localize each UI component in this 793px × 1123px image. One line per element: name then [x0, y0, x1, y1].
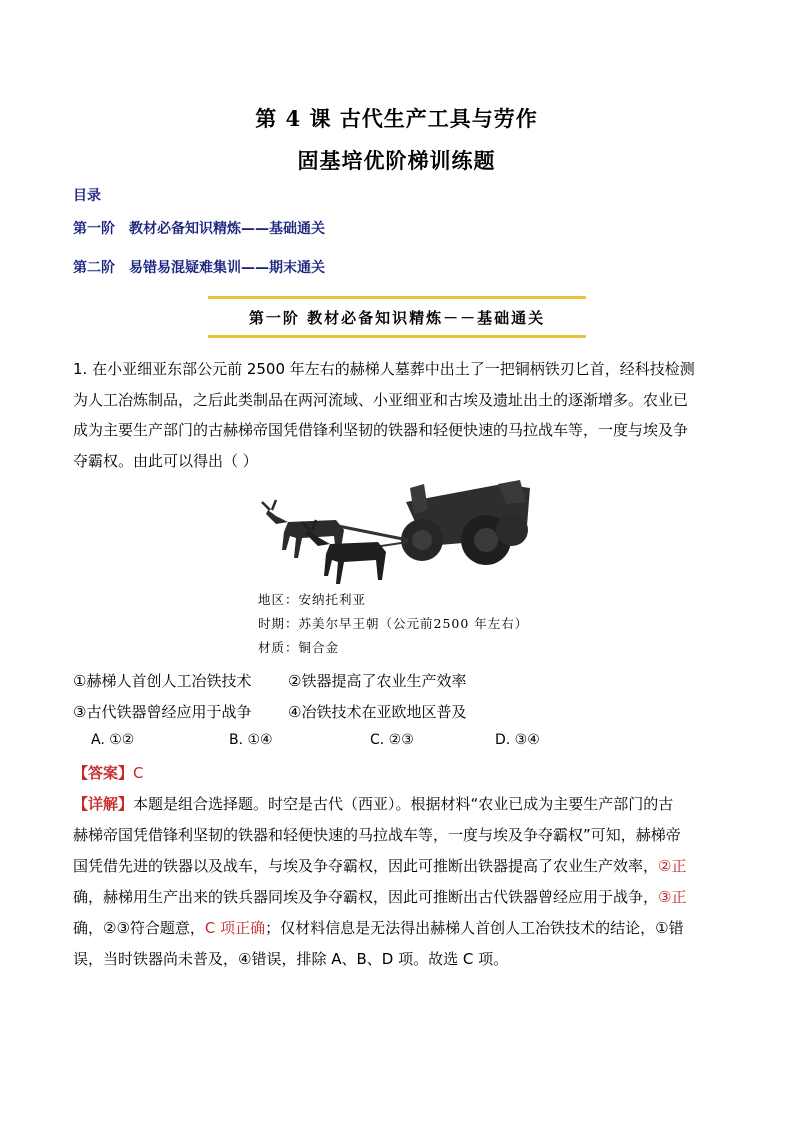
question-line: 1. 在小亚细亚东部公元前 2500 年左右的赫梯人墓葬中出土了一把铜柄铁刃匕首，经科技检测: [73, 360, 695, 378]
explanation-text: ；仅材料信息是无法得出赫梯人首创人工冶铁技术的结论，①错: [265, 919, 684, 937]
explanation-label: 【详解】: [73, 795, 134, 813]
question-stem: [73, 354, 723, 476]
explanation-text: 确，赫梯用生产出来的铁兵器同埃及争夺霸权，因此可推断出古代铁器曾经应用于战争，: [73, 888, 659, 906]
explanation-text: 确，②③符合题意，: [73, 919, 205, 937]
explanation-highlight: C 项正确: [204, 919, 266, 937]
explanation: [73, 789, 723, 975]
explanation-highlight: ②正: [658, 857, 687, 875]
explanation-text: 误，当时铁器尚未普及，④错误，排除 A、B、D 项。故选 C 项。: [73, 950, 509, 968]
toc-item-level: 第二阶: [73, 260, 115, 276]
figure-caption-period: 时期：苏美尔早王朝（公元前2500 年左右）: [258, 616, 529, 631]
answer-label: 【答案】: [73, 764, 134, 782]
statement-item: ②铁器提高了农业生产效率: [288, 672, 467, 690]
section-banner: 第一阶 教材必备知识精炼－－基础通关: [208, 296, 586, 338]
question-line: 为人工冶炼制品，之后此类制品在两河流域、小亚细亚和古埃及遗址出土的逐渐增多。农业已: [73, 390, 689, 409]
question-line: 成为主要生产部门的古赫梯帝国凭借锋利坚韧的铁器和轻便快速的马拉战车等，一度与埃及争: [73, 421, 689, 439]
figure-caption-material: 材质：铜合金: [258, 640, 340, 655]
explanation-text: 本题是组合选择题。时空是古代（西亚）。根据材料“农业已成为主要生产部门的古: [133, 795, 674, 813]
figure-caption-region: 地区：安纳托利亚: [258, 592, 367, 607]
toc-item-level: 第一阶: [73, 221, 115, 237]
toc-item-label: 易错易混疑难集训——期末通关: [129, 260, 325, 276]
question-line: 夺霸权。由此可以得出（ ）: [73, 451, 258, 470]
toc-item-stage-2[interactable]: [73, 257, 325, 277]
answer-value: C: [133, 764, 144, 782]
statement-row-1: [73, 670, 466, 691]
statement-row-2: [73, 701, 466, 722]
choice-d[interactable]: D. ③④: [495, 732, 540, 748]
page-subtitle: 固基培优阶梯训练题: [297, 148, 496, 173]
explanation-highlight: ③正: [658, 888, 687, 906]
statement-item: ①赫梯人首创人工冶铁技术: [73, 672, 252, 690]
page-title: 第 4 课 古代生产工具与劳作: [255, 106, 538, 131]
toc-heading: 目录: [73, 188, 101, 204]
choice-c[interactable]: C. ②③: [370, 732, 414, 748]
statement-item: ④冶铁技术在亚欧地区普及: [288, 703, 467, 721]
explanation-text: 赫梯帝国凭借锋利坚韧的铁器和轻便快速的马拉战车等，一度与埃及争夺霸权”可知，赫梯帝: [73, 826, 681, 844]
answer-line: [73, 762, 144, 783]
choice-a[interactable]: A. ①②: [91, 732, 135, 748]
statement-item: ③古代铁器曾经应用于战争: [73, 703, 252, 721]
toc-item-stage-1[interactable]: [73, 218, 325, 238]
choice-b[interactable]: B. ①④: [229, 732, 273, 748]
toc-item-label: 教材必备知识精炼——基础通关: [129, 221, 325, 237]
explanation-text: 国凭借先进的铁器以及战车，与埃及争夺霸权，因此可推断出铁器提高了农业生产效率，: [73, 857, 659, 875]
